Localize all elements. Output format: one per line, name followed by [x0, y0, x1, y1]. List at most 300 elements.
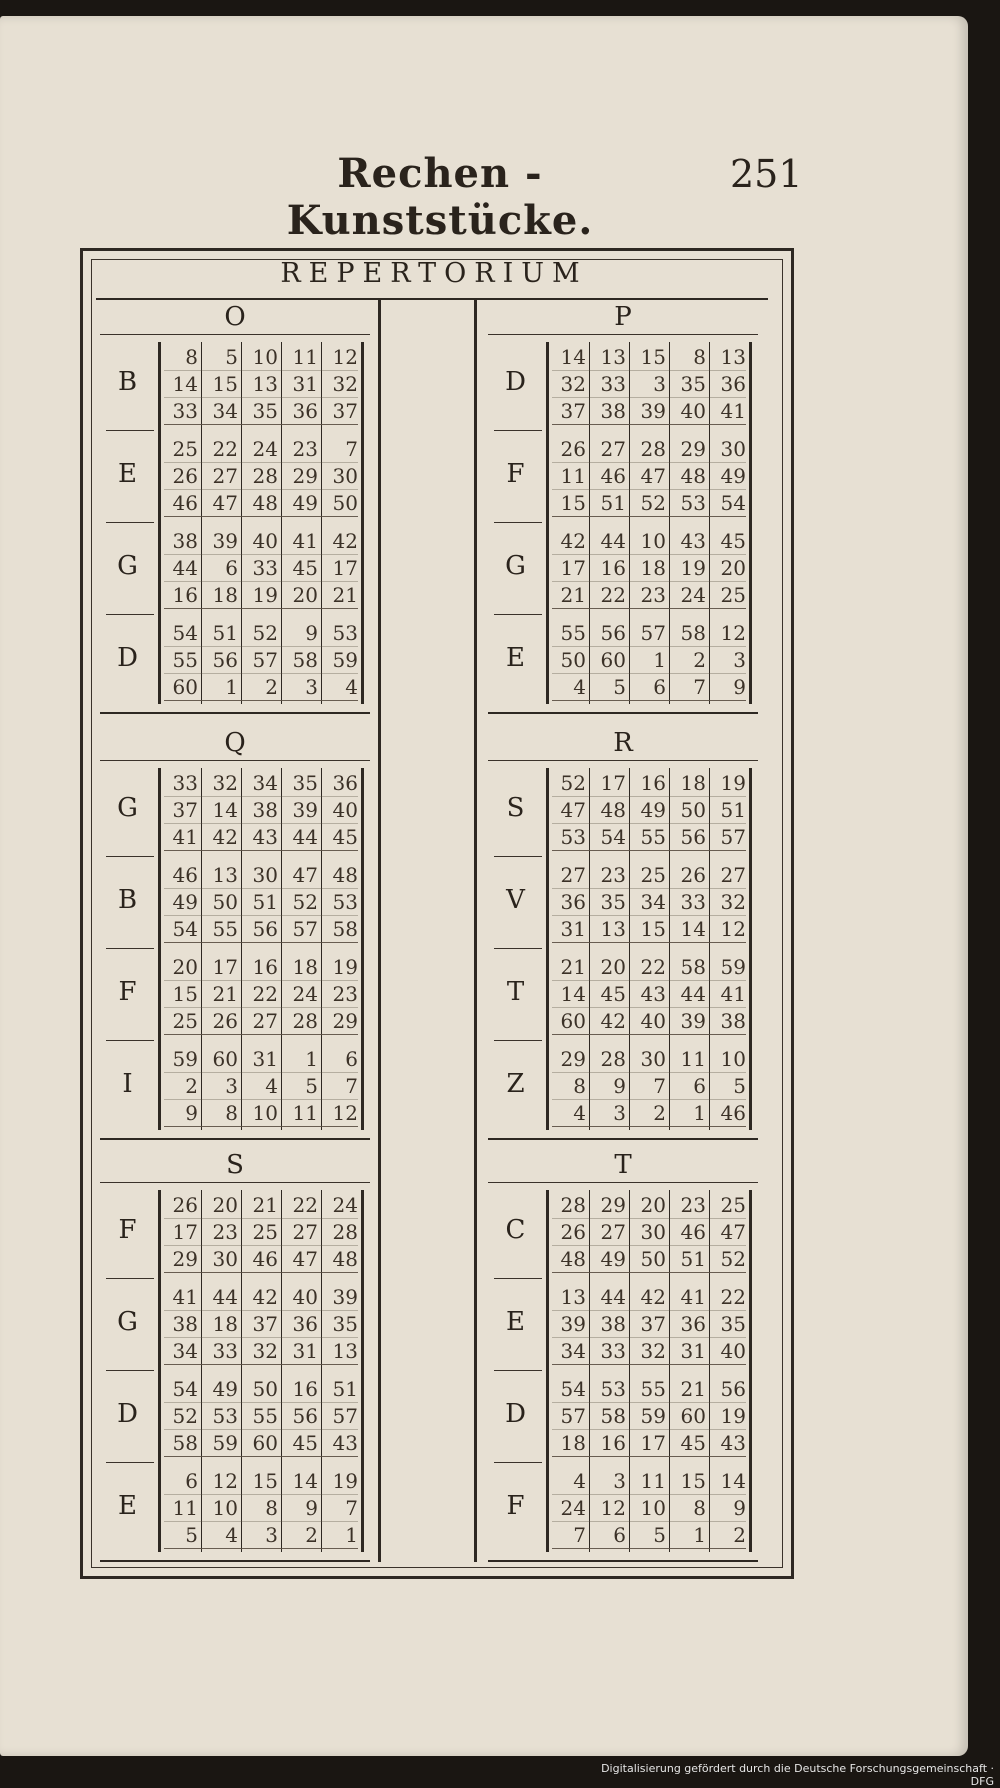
- table-cell: 1: [225, 675, 238, 699]
- group-label: T: [506, 977, 525, 1007]
- table-cell: 34: [172, 1339, 198, 1363]
- table-cell: 36: [680, 1312, 706, 1336]
- table-cell: 13: [212, 863, 238, 887]
- table-cell: 21: [680, 1377, 706, 1401]
- table-cell: 34: [212, 399, 238, 423]
- group-label: E: [506, 643, 525, 673]
- table-cell: 16: [292, 1377, 318, 1401]
- table-cell: 21: [332, 583, 358, 607]
- group-label: F: [118, 977, 137, 1007]
- running-title: Rechen - Kunststücke.: [286, 150, 594, 244]
- table-cell: 16: [172, 583, 198, 607]
- table-cell: 55: [252, 1404, 278, 1428]
- group-label: F: [118, 1215, 137, 1245]
- table-cell: 2: [265, 675, 278, 699]
- group-label: D: [117, 1399, 138, 1429]
- table-cell: 22: [640, 955, 666, 979]
- table-cell: 29: [680, 437, 706, 461]
- table-cell: 34: [252, 771, 278, 795]
- section-o: [100, 300, 370, 710]
- section-r: [488, 726, 758, 1136]
- table-cell: 29: [292, 464, 318, 488]
- table-cell: 21: [560, 583, 586, 607]
- table-cell: 21: [212, 982, 238, 1006]
- table-cell: 25: [640, 863, 666, 887]
- table-cell: 53: [332, 621, 358, 645]
- table-cell: 23: [332, 982, 358, 1006]
- table-cell: 1: [693, 1523, 706, 1547]
- table-cell: 29: [560, 1047, 586, 1071]
- group-v: [488, 860, 758, 952]
- table-cell: 18: [292, 955, 318, 979]
- table-cell: 44: [172, 556, 198, 580]
- table-cell: 23: [680, 1193, 706, 1217]
- table-cell: 26: [560, 1220, 586, 1244]
- table-cell: 20: [640, 1193, 666, 1217]
- table-cell: 7: [345, 437, 358, 461]
- section-letter: Q: [224, 728, 246, 758]
- table-cell: 51: [212, 621, 238, 645]
- table-cell: 6: [613, 1523, 626, 1547]
- table-cell: 42: [332, 529, 358, 553]
- table-cell: 11: [292, 1101, 318, 1125]
- table-cell: 45: [680, 1431, 706, 1455]
- table-cell: 58: [292, 648, 318, 672]
- table-cell: 8: [225, 1101, 238, 1125]
- table-cell: 33: [680, 890, 706, 914]
- table-cell: 40: [640, 1009, 666, 1033]
- table-cell: 58: [680, 955, 706, 979]
- table-cell: 57: [252, 648, 278, 672]
- table-cell: 58: [332, 917, 358, 941]
- table-cell: 39: [292, 798, 318, 822]
- table-cell: 46: [680, 1220, 706, 1244]
- table-cell: 12: [720, 621, 746, 645]
- table-cell: 11: [680, 1047, 706, 1071]
- table-cell: 50: [212, 890, 238, 914]
- table-cell: 41: [172, 1285, 198, 1309]
- table-cell: 18: [212, 583, 238, 607]
- group-z: [488, 1044, 758, 1136]
- table-cell: 17: [172, 1220, 198, 1244]
- table-cell: 37: [640, 1312, 666, 1336]
- table-cell: 8: [693, 345, 706, 369]
- table-cell: 16: [252, 955, 278, 979]
- table-cell: 35: [332, 1312, 358, 1336]
- table-cell: 27: [212, 464, 238, 488]
- table-cell: 37: [172, 798, 198, 822]
- table-cell: 20: [172, 955, 198, 979]
- table-cell: 37: [560, 399, 586, 423]
- table-cell: 22: [252, 982, 278, 1006]
- group-g: [100, 768, 370, 860]
- section-letter: S: [226, 1150, 244, 1180]
- table-cell: 48: [560, 1247, 586, 1271]
- table-cell: 11: [640, 1469, 666, 1493]
- table-cell: 36: [292, 1312, 318, 1336]
- table-cell: 10: [720, 1047, 746, 1071]
- table-cell: 54: [600, 825, 626, 849]
- table-cell: 52: [640, 491, 666, 515]
- page-number: 251: [730, 152, 803, 196]
- group-d: [100, 1374, 370, 1466]
- group-s: [488, 768, 758, 860]
- table-cell: 43: [680, 529, 706, 553]
- table-cell: 45: [332, 825, 358, 849]
- table-cell: 57: [332, 1404, 358, 1428]
- table-cell: 43: [720, 1431, 746, 1455]
- table-cell: 30: [212, 1247, 238, 1271]
- table-cell: 20: [292, 583, 318, 607]
- table-cell: 27: [600, 1220, 626, 1244]
- table-cell: 27: [252, 1009, 278, 1033]
- table-cell: 15: [212, 372, 238, 396]
- group-b: [100, 860, 370, 952]
- table-cell: 28: [600, 1047, 626, 1071]
- table-cell: 49: [172, 890, 198, 914]
- table-cell: 4: [345, 675, 358, 699]
- table-cell: 9: [733, 675, 746, 699]
- table-cell: 3: [613, 1469, 626, 1493]
- group-label: E: [118, 1491, 137, 1521]
- table-cell: 56: [252, 917, 278, 941]
- table-cell: 39: [640, 399, 666, 423]
- table-cell: 30: [640, 1047, 666, 1071]
- table-cell: 52: [292, 890, 318, 914]
- table-cell: 23: [600, 863, 626, 887]
- table-cell: 47: [560, 798, 586, 822]
- table-cell: 22: [212, 437, 238, 461]
- table-cell: 20: [212, 1193, 238, 1217]
- table-cell: 2: [185, 1074, 198, 1098]
- table-cell: 49: [720, 464, 746, 488]
- table-cell: 33: [600, 372, 626, 396]
- table-cell: 46: [720, 1101, 746, 1125]
- table-cell: 1: [693, 1101, 706, 1125]
- group-label: F: [506, 459, 525, 489]
- table-cell: 55: [640, 825, 666, 849]
- table-cell: 38: [720, 1009, 746, 1033]
- table-cell: 2: [305, 1523, 318, 1547]
- table-cell: 45: [720, 529, 746, 553]
- group-b: [100, 342, 370, 434]
- table-cell: 16: [640, 771, 666, 795]
- table-cell: 8: [265, 1496, 278, 1520]
- table-cell: 47: [292, 1247, 318, 1271]
- table-cell: 8: [693, 1496, 706, 1520]
- table-cell: 6: [225, 556, 238, 580]
- group-i: [100, 1044, 370, 1136]
- table-cell: 50: [252, 1377, 278, 1401]
- table-cell: 50: [640, 1247, 666, 1271]
- table-cell: 21: [560, 955, 586, 979]
- table-cell: 18: [560, 1431, 586, 1455]
- table-cell: 33: [212, 1339, 238, 1363]
- table-cell: 14: [720, 1469, 746, 1493]
- table-cell: 36: [292, 399, 318, 423]
- table-cell: 31: [292, 372, 318, 396]
- table-cell: 35: [600, 890, 626, 914]
- table-cell: 26: [680, 863, 706, 887]
- table-cell: 10: [212, 1496, 238, 1520]
- table-cell: 43: [252, 825, 278, 849]
- table-cell: 7: [345, 1074, 358, 1098]
- table-cell: 49: [292, 491, 318, 515]
- table-cell: 13: [560, 1285, 586, 1309]
- table-cell: 14: [560, 345, 586, 369]
- table-cell: 53: [212, 1404, 238, 1428]
- table-cell: 28: [560, 1193, 586, 1217]
- table-cell: 60: [680, 1404, 706, 1428]
- table-cell: 47: [212, 491, 238, 515]
- group-label: E: [118, 459, 137, 489]
- group-d: [488, 1374, 758, 1466]
- table-cell: 25: [252, 1220, 278, 1244]
- table-cell: 2: [733, 1523, 746, 1547]
- table-cell: 5: [613, 675, 626, 699]
- table-cell: 57: [720, 825, 746, 849]
- table-cell: 23: [212, 1220, 238, 1244]
- table-cell: 39: [560, 1312, 586, 1336]
- table-cell: 44: [680, 982, 706, 1006]
- table-cell: 29: [332, 1009, 358, 1033]
- table-cell: 38: [600, 1312, 626, 1336]
- table-cell: 15: [172, 982, 198, 1006]
- table-cell: 56: [720, 1377, 746, 1401]
- table-cell: 12: [600, 1496, 626, 1520]
- group-t: [488, 952, 758, 1044]
- table-cell: 28: [640, 437, 666, 461]
- table-cell: 17: [640, 1431, 666, 1455]
- table-cell: 58: [680, 621, 706, 645]
- table-cell: 34: [640, 890, 666, 914]
- table-cell: 22: [720, 1285, 746, 1309]
- table-cell: 15: [560, 491, 586, 515]
- column-divider-left: [378, 300, 381, 1562]
- table-cell: 31: [680, 1339, 706, 1363]
- group-label: I: [122, 1069, 133, 1099]
- table-cell: 11: [560, 464, 586, 488]
- table-cell: 58: [172, 1431, 198, 1455]
- table-cell: 15: [680, 1469, 706, 1493]
- table-cell: 35: [292, 771, 318, 795]
- group-label: V: [506, 885, 525, 915]
- table-cell: 38: [600, 399, 626, 423]
- table-cell: 42: [212, 825, 238, 849]
- table-cell: 7: [693, 675, 706, 699]
- table-cell: 4: [265, 1074, 278, 1098]
- section-letter: O: [224, 302, 246, 332]
- group-e: [488, 1282, 758, 1374]
- table-cell: 30: [720, 437, 746, 461]
- table-cell: 29: [600, 1193, 626, 1217]
- table-cell: 54: [172, 917, 198, 941]
- table-cell: 54: [172, 1377, 198, 1401]
- table-cell: 53: [680, 491, 706, 515]
- table-cell: 26: [560, 437, 586, 461]
- table-cell: 15: [640, 917, 666, 941]
- table-cell: 46: [600, 464, 626, 488]
- table-cell: 14: [212, 798, 238, 822]
- table-cell: 55: [212, 917, 238, 941]
- table-cell: 42: [560, 529, 586, 553]
- group-label: G: [505, 551, 526, 581]
- table-cell: 3: [265, 1523, 278, 1547]
- table-cell: 60: [560, 1009, 586, 1033]
- table-cell: 47: [292, 863, 318, 887]
- table-cell: 36: [560, 890, 586, 914]
- table-cell: 57: [640, 621, 666, 645]
- table-cell: 7: [653, 1074, 666, 1098]
- table-cell: 55: [560, 621, 586, 645]
- table-cell: 36: [332, 771, 358, 795]
- section-q: [100, 726, 370, 1136]
- group-label: F: [506, 1491, 525, 1521]
- table-cell: 41: [720, 982, 746, 1006]
- table-cell: 37: [332, 399, 358, 423]
- section-letter: P: [614, 302, 632, 332]
- table-cell: 14: [680, 917, 706, 941]
- table-cell: 40: [680, 399, 706, 423]
- table-cell: 11: [172, 1496, 198, 1520]
- table-cell: 17: [212, 955, 238, 979]
- table-cell: 12: [720, 917, 746, 941]
- table-cell: 32: [212, 771, 238, 795]
- table-cell: 45: [292, 1431, 318, 1455]
- table-cell: 31: [252, 1047, 278, 1071]
- table-cell: 9: [305, 621, 318, 645]
- group-label: G: [117, 793, 138, 823]
- table-cell: 24: [252, 437, 278, 461]
- table-cell: 31: [560, 917, 586, 941]
- table-cell: 5: [305, 1074, 318, 1098]
- table-cell: 58: [600, 1404, 626, 1428]
- table-cell: 28: [332, 1220, 358, 1244]
- table-cell: 46: [172, 863, 198, 887]
- table-cell: 56: [600, 621, 626, 645]
- table-cell: 45: [292, 556, 318, 580]
- group-label: E: [506, 1307, 525, 1337]
- table-cell: 38: [172, 529, 198, 553]
- table-cell: 33: [172, 399, 198, 423]
- table-cell: 17: [600, 771, 626, 795]
- table-cell: 3: [653, 372, 666, 396]
- table-cell: 13: [332, 1339, 358, 1363]
- table-cell: 48: [332, 863, 358, 887]
- table-cell: 32: [560, 372, 586, 396]
- group-d: [100, 618, 370, 710]
- table-cell: 14: [560, 982, 586, 1006]
- table-cell: 25: [172, 1009, 198, 1033]
- table-cell: 39: [332, 1285, 358, 1309]
- table-cell: 23: [292, 437, 318, 461]
- table-title: REPERTORIUM: [280, 258, 588, 289]
- table-cell: 39: [680, 1009, 706, 1033]
- table-cell: 52: [720, 1247, 746, 1271]
- table-cell: 19: [252, 583, 278, 607]
- table-cell: 60: [600, 648, 626, 672]
- table-cell: 60: [252, 1431, 278, 1455]
- column-divider-right: [474, 300, 477, 1562]
- table-cell: 19: [332, 1469, 358, 1493]
- table-cell: 24: [680, 583, 706, 607]
- table-cell: 13: [720, 345, 746, 369]
- table-cell: 55: [640, 1377, 666, 1401]
- table-cell: 12: [332, 345, 358, 369]
- table-cell: 33: [172, 771, 198, 795]
- table-cell: 55: [172, 648, 198, 672]
- table-cell: 19: [720, 1404, 746, 1428]
- table-cell: 47: [640, 464, 666, 488]
- table-cell: 26: [172, 464, 198, 488]
- table-cell: 18: [680, 771, 706, 795]
- table-cell: 53: [560, 825, 586, 849]
- table-cell: 19: [720, 771, 746, 795]
- group-f: [488, 1466, 758, 1558]
- table-cell: 32: [640, 1339, 666, 1363]
- group-label: B: [117, 367, 138, 397]
- table-cell: 14: [292, 1469, 318, 1493]
- table-cell: 59: [332, 648, 358, 672]
- table-cell: 49: [600, 1247, 626, 1271]
- table-cell: 5: [225, 345, 238, 369]
- table-cell: 33: [600, 1339, 626, 1363]
- table-cell: 56: [212, 648, 238, 672]
- table-cell: 30: [332, 464, 358, 488]
- table-cell: 4: [573, 1469, 586, 1493]
- table-cell: 28: [252, 464, 278, 488]
- table-cell: 23: [640, 583, 666, 607]
- table-cell: 40: [720, 1339, 746, 1363]
- table-cell: 59: [720, 955, 746, 979]
- table-cell: 13: [600, 345, 626, 369]
- table-cell: 32: [252, 1339, 278, 1363]
- table-cell: 11: [292, 345, 318, 369]
- table-cell: 51: [332, 1377, 358, 1401]
- table-cell: 16: [600, 556, 626, 580]
- group-f: [488, 434, 758, 526]
- table-cell: 36: [720, 372, 746, 396]
- table-cell: 20: [720, 556, 746, 580]
- table-cell: 41: [292, 529, 318, 553]
- table-cell: 10: [252, 1101, 278, 1125]
- table-cell: 19: [680, 556, 706, 580]
- table-cell: 9: [305, 1496, 318, 1520]
- table-cell: 21: [252, 1193, 278, 1217]
- table-cell: 17: [560, 556, 586, 580]
- table-cell: 27: [600, 437, 626, 461]
- table-cell: 32: [332, 372, 358, 396]
- table-cell: 48: [680, 464, 706, 488]
- table-cell: 24: [292, 982, 318, 1006]
- table-cell: 51: [252, 890, 278, 914]
- table-cell: 41: [720, 399, 746, 423]
- table-cell: 44: [600, 1285, 626, 1309]
- table-cell: 1: [345, 1523, 358, 1547]
- table-cell: 13: [252, 372, 278, 396]
- table-cell: 59: [212, 1431, 238, 1455]
- table-cell: 27: [720, 863, 746, 887]
- table-cell: 27: [292, 1220, 318, 1244]
- table-cell: 3: [733, 648, 746, 672]
- table-cell: 35: [252, 399, 278, 423]
- table-cell: 5: [733, 1074, 746, 1098]
- table-cell: 52: [252, 621, 278, 645]
- table-cell: 56: [680, 825, 706, 849]
- group-g: [100, 1282, 370, 1374]
- table-cell: 22: [600, 583, 626, 607]
- section-letter: R: [613, 728, 633, 758]
